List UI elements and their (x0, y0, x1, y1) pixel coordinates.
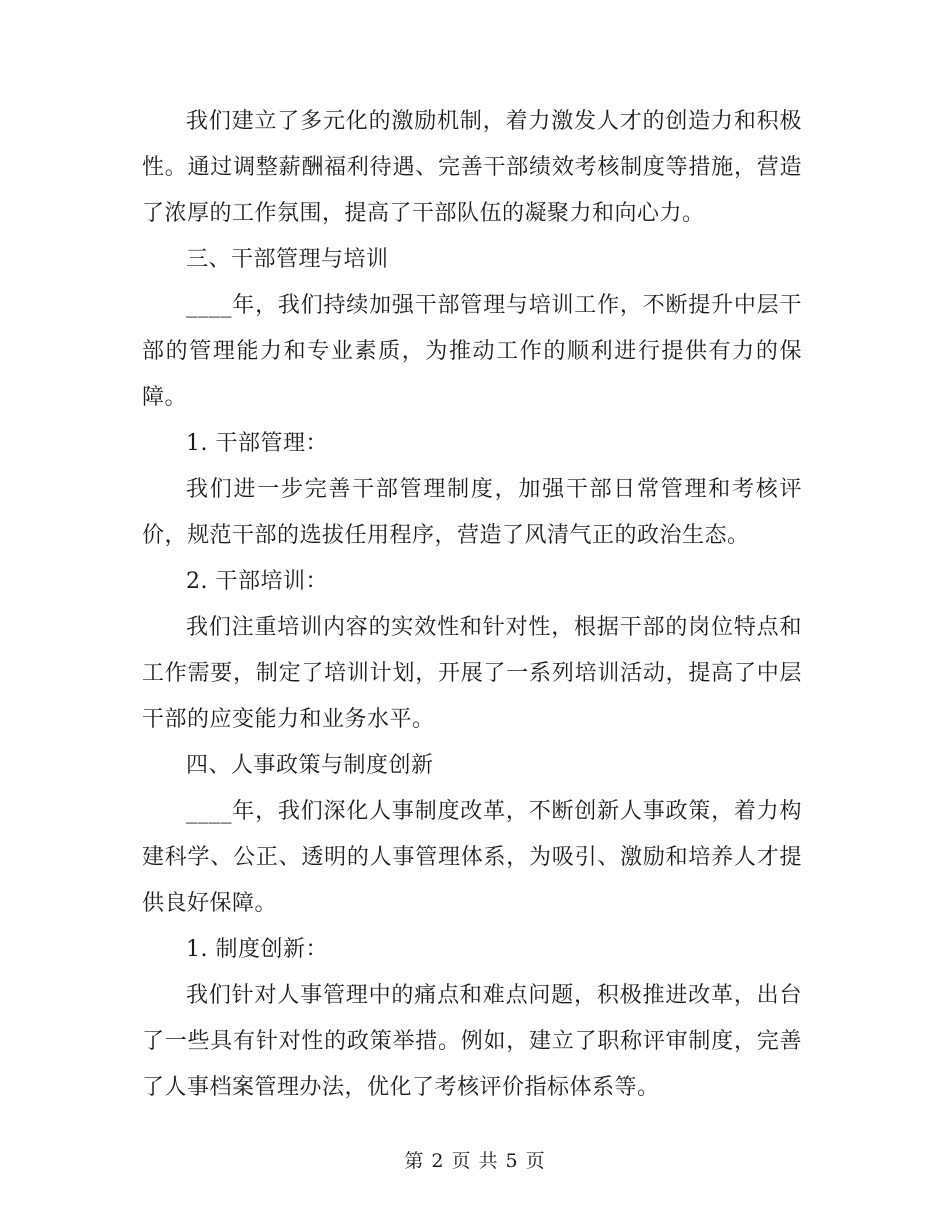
paragraph-incentive-mechanism: 我们建立了多元化的激励机制，着力激发人才的创造力和积极性。通过调整薪酬福利待遇、完善干部绩效考核制度等措施，营造了浓厚的工作氛围，提高了干部队伍的凝聚力和向心力。 (142, 109, 802, 226)
paragraph-cadre-management-detail: 我们进一步完善干部管理制度，加强干部日常管理和考核评价，规范干部的选拔任用程序，营造了风清气正的政治生态。 (142, 477, 802, 548)
paragraph-personnel-policy-intro: ____年，我们深化人事制度改革，不断创新人事政策，着力构建科学、公正、透明的人事管理体系，为吸引、激励和培养人才提供良好保障。 (142, 799, 802, 916)
paragraph-cadre-management-intro: ____年，我们持续加强干部管理与培训工作，不断提升中层干部的管理能力和专业素质，为推动工作的顺利进行提供有力的保障。 (142, 293, 802, 410)
subheading-cadre-training: 2. 干部培训： (186, 569, 328, 594)
subheading-system-innovation: 1. 制度创新： (186, 937, 328, 962)
document-body (142, 99, 802, 1111)
paragraph-system-innovation-detail: 我们针对人事管理中的痛点和难点问题，积极推进改革，出台了一些具有针对性的政策举措。例如，建立了职称评审制度，完善了人事档案管理办法，优化了考核评价指标体系等。 (142, 983, 802, 1100)
paragraph-cadre-training-detail: 我们注重培训内容的实效性和针对性，根据干部的岗位特点和工作需要，制定了培训计划，开展了一系列培训活动，提高了中层干部的应变能力和业务水平。 (142, 615, 802, 732)
page-number-footer: 第 2 页 共 5 页 (404, 1150, 546, 1172)
section-heading-personnel-policy: 四、人事政策与制度创新 (186, 753, 434, 778)
subheading-cadre-management: 1. 干部管理： (186, 431, 328, 456)
section-heading-cadre-management: 三、干部管理与培训 (186, 247, 389, 272)
